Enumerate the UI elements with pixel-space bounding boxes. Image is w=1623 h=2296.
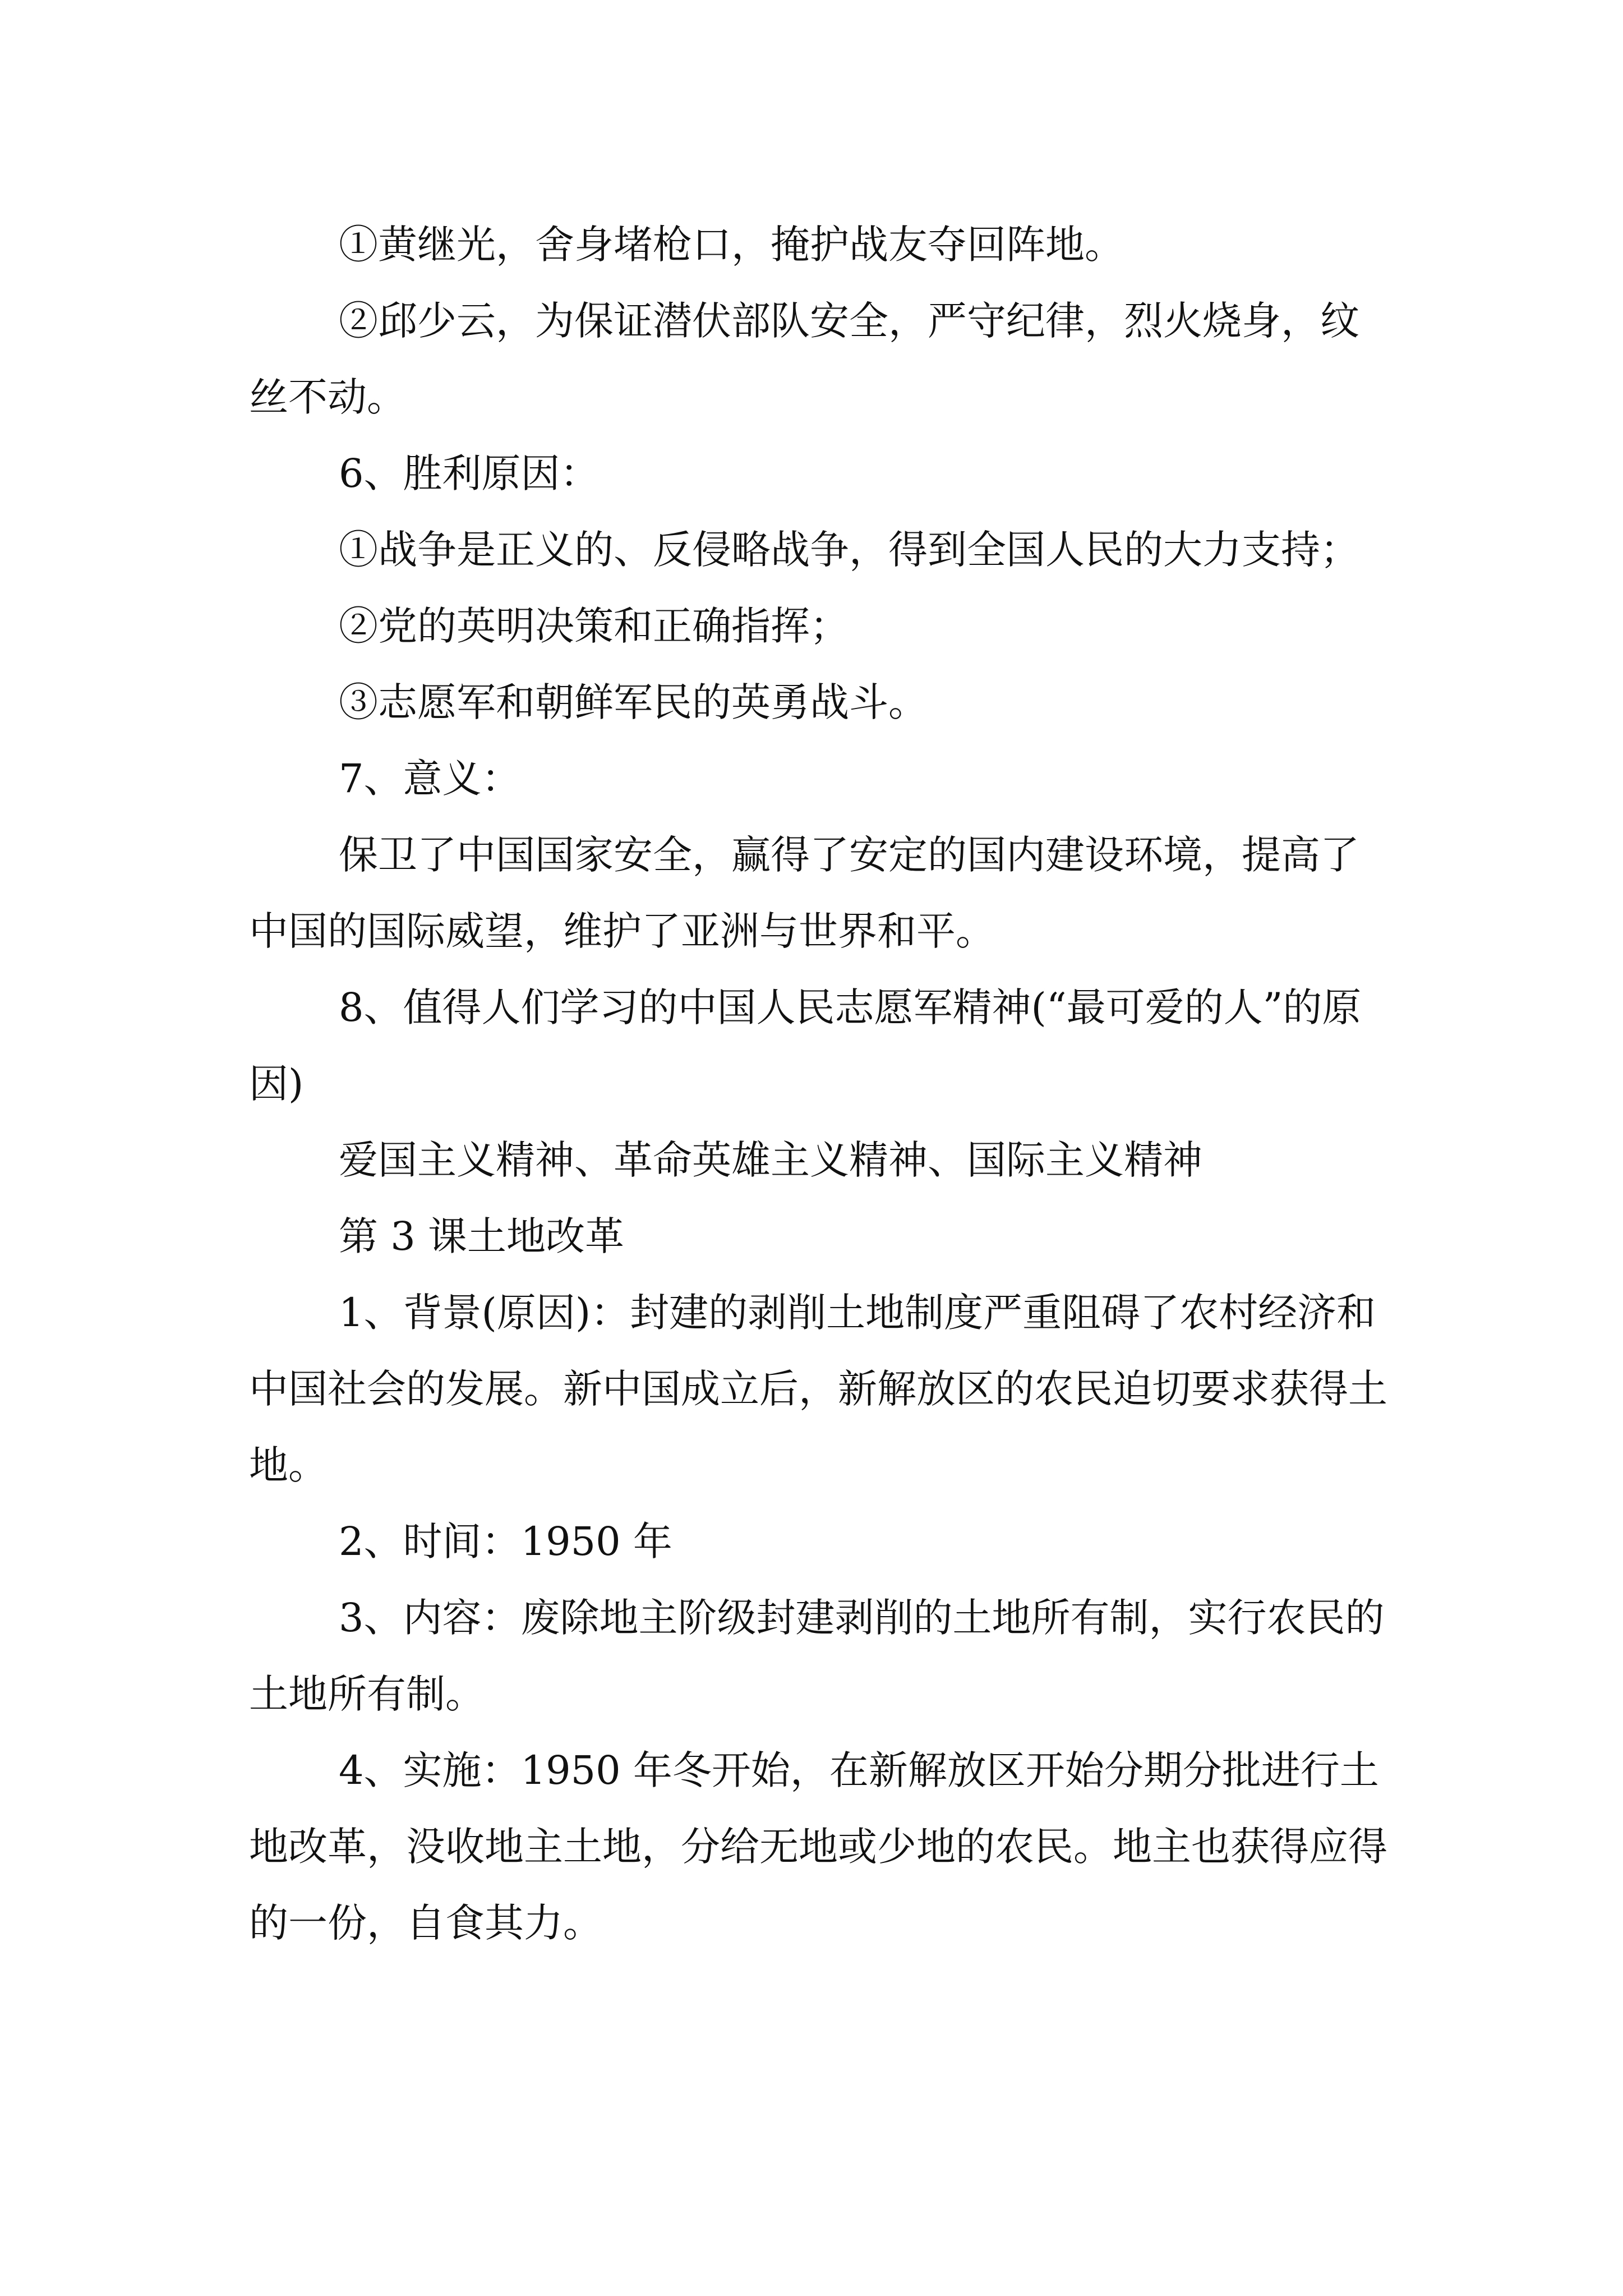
paragraph-volunteer-spirit: 爱国主义精神、革命英雄主义精神、国际主义精神	[339, 1137, 1202, 1183]
paragraph-reason-3: ③志愿军和朝鲜军民的英勇战斗。	[339, 679, 928, 725]
paragraph-implementation: 4、实施：1950 年冬开始，在新解放区开始分期分批进行土地改革，没收地主土地，分给无地或少地的农民。地主也获得应得的一份，自食其力。	[249, 1747, 1387, 1946]
paragraph-qiu-shaoyun: ②邱少云，为保证潜伏部队安全，严守纪律，烈火烧身，纹丝不动。	[249, 298, 1359, 420]
paragraph-significance: 保卫了中国国家安全，赢得了安定的国内建设环境，提高了中国的国际威望，维护了亚洲与世界和平。	[249, 832, 1359, 954]
paragraph-huang-jiguang: ①黄继光，舍身堵枪口，掩护战友夺回阵地。	[339, 222, 1124, 268]
document-body	[249, 206, 1393, 1961]
paragraph-reason-1: ①战争是正义的、反侵略战争，得到全国人民的大力支持；	[339, 527, 1359, 573]
paragraph-time: 2、时间：1950 年	[339, 1519, 672, 1565]
paragraph-reason-2: ②党的英明决策和正确指挥；	[339, 603, 849, 649]
heading-volunteer-spirit: 8、值得人们学习的中国人民志愿军精神(“最可爱的人”的原因)	[249, 984, 1362, 1107]
heading-significance: 7、意义：	[339, 756, 521, 802]
paragraph-content: 3、内容：废除地主阶级封建剥削的土地所有制，实行农民的土地所有制。	[249, 1595, 1385, 1717]
heading-victory-reasons: 6、胜利原因：	[339, 450, 600, 496]
paragraph-background: 1、背景(原因)：封建的剥削土地制度严重阻碍了农村经济和中国社会的发展。新中国成立后，新解放区的农民迫切要求获得土地。	[249, 1290, 1387, 1488]
lesson-title: 第 3 课土地改革	[339, 1213, 625, 1259]
